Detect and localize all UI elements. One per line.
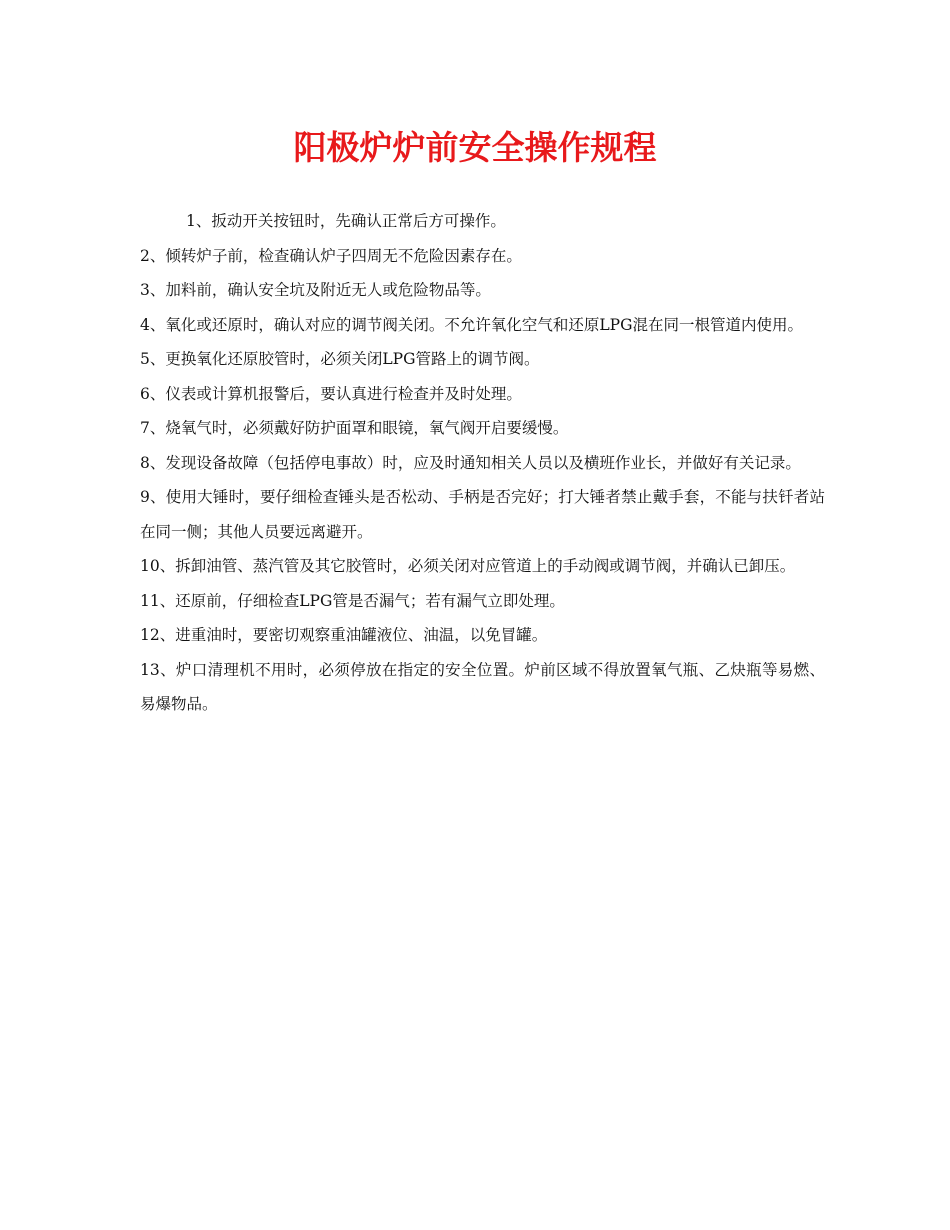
- rule-item-11: 11、还原前，仔细检查LPG管是否漏气；若有漏气立即处理。: [140, 591, 565, 610]
- rule-item-13: 13、炉口清理机不用时，必须停放在指定的安全位置。炉前区域不得放置氧气瓶、乙炔瓶等易燃、易爆物品。: [140, 660, 825, 713]
- document-title: 阳极炉炉前安全操作规程: [293, 128, 657, 167]
- rule-item-5: 5、更换氧化还原胶管时，必须关闭LPG管路上的调节阀。: [140, 350, 540, 368]
- rule-item-6: 6、仪表或计算机报警后，要认真进行检查并及时处理。: [140, 384, 522, 403]
- rule-item-1: 1、扳动开关按钮时，先确认正常后方可操作。: [186, 212, 506, 230]
- rule-item-8: 8、发现设备故障（包括停电事故）时，应及时通知相关人员以及横班作业长，并做好有关记录。: [140, 453, 801, 472]
- rule-item-7: 7、烧氧气时，必须戴好防护面罩和眼镜，氧气阀开启要缓慢。: [140, 419, 569, 437]
- document-body: [140, 204, 825, 722]
- rule-item-10: 10、拆卸油管、蒸汽管及其它胶管时，必须关闭对应管道上的手动阀或调节阀，并确认已卸压。: [140, 557, 796, 575]
- rule-item-4: 4、氧化或还原时，确认对应的调节阀关闭。不允许氧化空气和还原LPG混在同一根管道内使用。: [140, 315, 803, 334]
- rule-item-9: 9、使用大锤时，要仔细检查锤头是否松动、手柄是否完好；打大锤者禁止戴手套，不能与扶钎者站在同一侧；其他人员要远离避开。: [140, 488, 825, 541]
- rule-item-12: 12、进重油时，要密切观察重油罐液位、油温，以免冒罐。: [140, 626, 548, 644]
- rule-item-3: 3、加料前，确认安全坑及附近无人或危险物品等。: [140, 281, 491, 299]
- rule-item-2: 2、倾转炉子前，检查确认炉子四周无不危险因素存在。: [140, 246, 522, 265]
